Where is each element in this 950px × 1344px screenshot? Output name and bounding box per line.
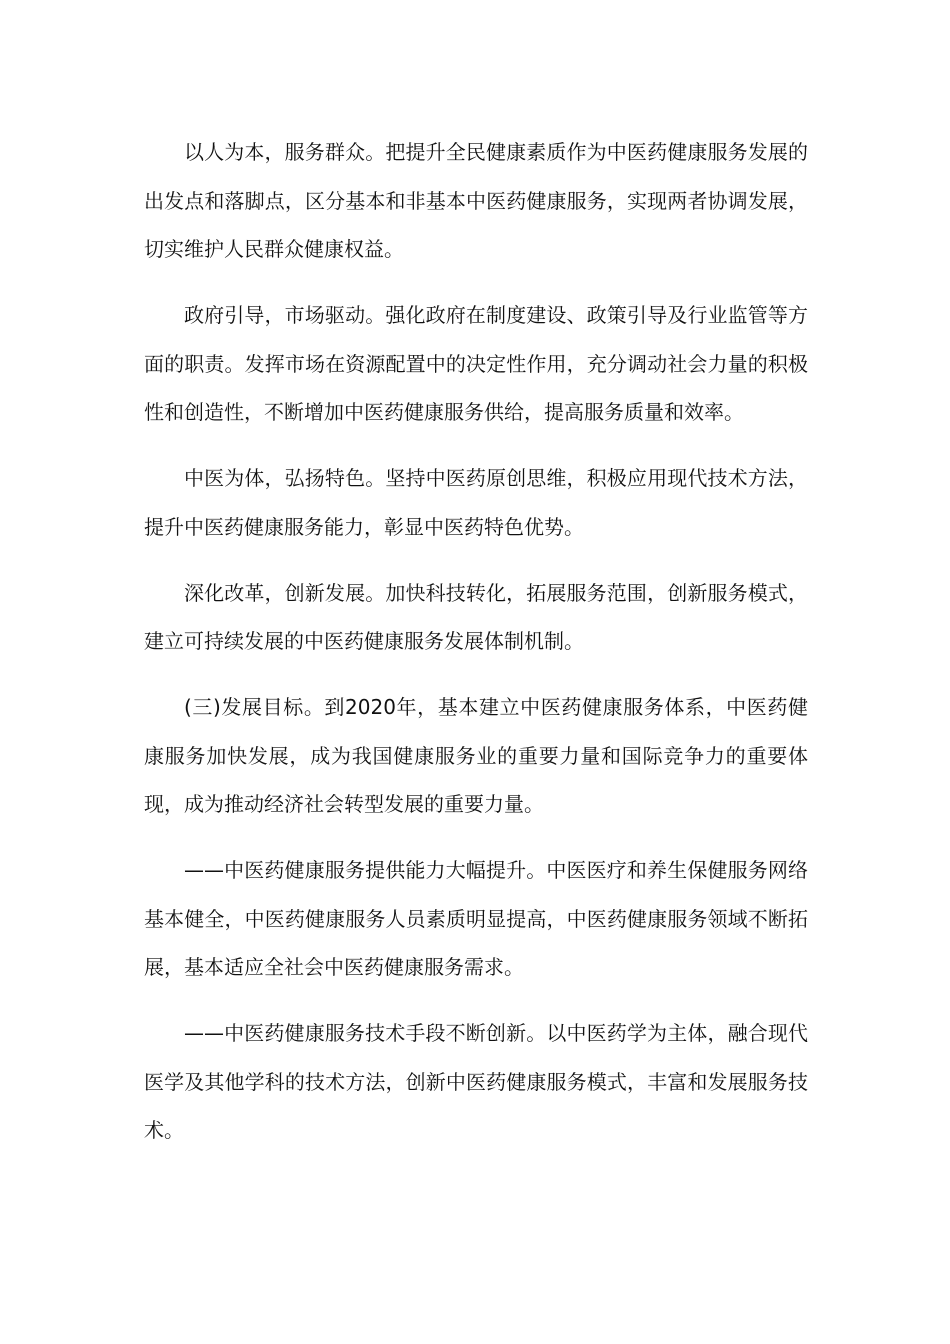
paragraph-development-goals: (三)发展目标。到2020年，基本建立中医药健康服务体系，中医药健康服务加快发展，成为我国健康服务业的重要力量和国际竞争力的重要体现，成为推动经济社会转型发展的重要力量。 [144,695,808,816]
document-page [144,128,808,1155]
paragraph-people-oriented: 以人为本，服务群众。把提升全民健康素质作为中医药健康服务发展的出发点和落脚点，区分基本和非基本中医药健康服务，实现两者协调发展，切实维护人民群众健康权益。 [144,140,808,261]
paragraph-service-capacity: ——中医药健康服务提供能力大幅提升。中医医疗和养生保健服务网络基本健全，中医药健康服务人员素质明显提高，中医药健康服务领域不断拓展，基本适应全社会中医药健康服务需求。 [144,858,808,979]
paragraph-technology-innovation: ——中医药健康服务技术手段不断创新。以中医药学为主体，融合现代医学及其他学科的技术方法，创新中医药健康服务模式，丰富和发展服务技术。 [144,1021,808,1142]
paragraph-tcm-characteristics: 中医为体，弘扬特色。坚持中医药原创思维，积极应用现代技术方法，提升中医药健康服务能力，彰显中医药特色优势。 [144,466,808,539]
paragraph-deepen-reform: 深化改革，创新发展。加快科技转化，拓展服务范围，创新服务模式，建立可持续发展的中医药健康服务发展体制机制。 [144,580,808,653]
paragraph-government-guidance: 政府引导，市场驱动。强化政府在制度建设、政策引导及行业监管等方面的职责。发挥市场在资源配置中的决定性作用，充分调动社会力量的积极性和创造性，不断增加中医药健康服务供给，提高服务质量和效率。 [144,303,808,424]
